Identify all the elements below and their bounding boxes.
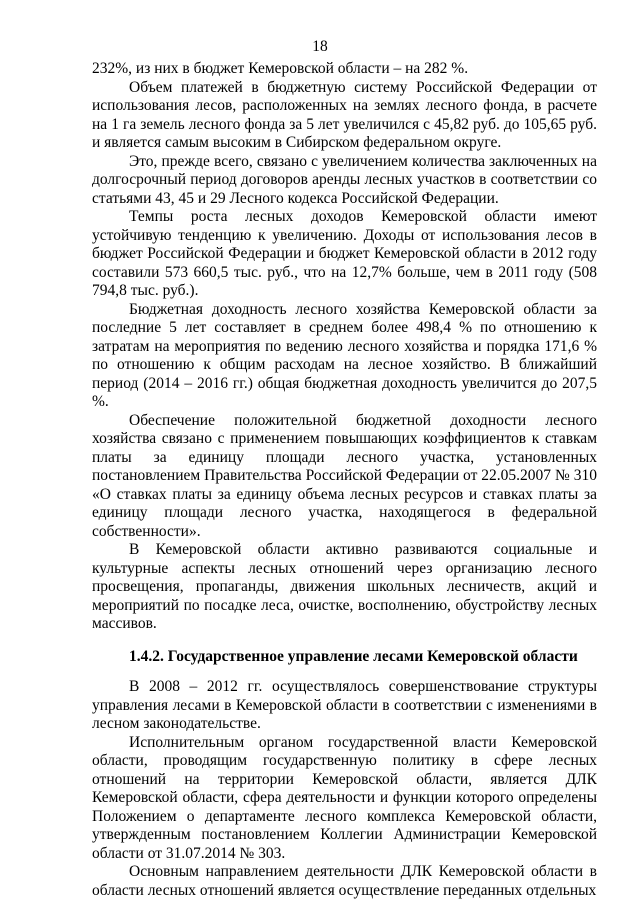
paragraph-lease-contracts: Это, прежде всего, связано с увеличением количества заключенных на долгосрочный период договоров аренды лесных участков в соответствии со статьями 43, 45 и 29 Лесного кодекса Российской Федерации. <box>92 152 597 207</box>
page-content <box>92 60 597 900</box>
section-heading: 1.4.2. Государственное управление лесами Кемеровской области <box>129 647 578 665</box>
paragraph-executive-body: Исполнительным органом государственной власти Кемеровской области, проводящим государственную политику в сфере лесных отношений на территории Кемеровской области, является ДЛК Кемеровской области, сфера деятельности и функции которого определены Положением о департаменте лесного комплекса Кемеровской области, утвержденным постановлением Коллегии Администрации Кемеровской области от 31.07.2014 № 303. <box>92 733 597 862</box>
paragraph-payments-per-hectare: Объем платежей в бюджетную систему Российской Федерации от использования лесов, расположенных на землях лесного фонда, в расчете на 1 га земель лесного фонда за 5 лет увеличился с 45,82 руб. до 105,65 руб. и является самым высоким в Сибирском федеральном округе. <box>92 78 597 151</box>
paragraph-social-aspects: В Кемеровской области активно развиваются социальные и культурные аспекты лесных отношений через организацию лесного просвещения, пропаганды, движения школьных лесничеств, акций и мероприятий по посадке леса, очистке, восполнению, обустройству лесных массивов. <box>92 541 597 632</box>
paragraph-structure-improvement: В 2008 – 2012 гг. осуществлялось совершенствование структуры управления лесами в Кемеровской области в соответствии с изменениями в лесном законодательстве. <box>92 678 597 732</box>
page-number: 18 <box>312 38 328 55</box>
paragraph-income-growth: Темпы роста лесных доходов Кемеровской области имеют устойчивую тенденцию к увеличению. Доходы от использования лесов в бюджет Российской Федерации и бюджет Кемеровской области в 2012 году составили 573 660,5 тыс. руб., что на 12,7% больше, чем в 2011 году (508 794,8 тыс. руб.). <box>92 208 597 299</box>
paragraph-budget-profitability: Бюджетная доходность лесного хозяйства Кемеровской области за последние 5 лет составляет в среднем более 498,4 % по отношению к затратам на мероприятия по ведению лесного хозяйства и порядка 171,6 % по отношению к общим расходам на лесное хозяйство. В ближайший период (2014 – 2016 гг.) общая бюджетная доходность увеличится до 207,5 %. <box>92 300 597 410</box>
paragraph-continuation: 232%, из них в бюджет Кемеровской области – на 282 %. <box>92 60 469 77</box>
paragraph-coefficients: Обеспечение положительной бюджетной доходности лесного хозяйства связано с применением повышающих коэффициентов к ставкам платы за единицу площади лесного участка, установленных постановлением Правительства Российской Федерации от 22.05.2007 № 310 «О ставках платы за единицу объема лесных ресурсов и ставках платы за единицу площади лесного участка, находящегося в федеральной собственности». <box>92 411 597 540</box>
paragraph-main-direction: Основным направлением деятельности ДЛК Кемеровской области в области лесных отношений является осуществление переданных отдельных <box>92 863 597 899</box>
